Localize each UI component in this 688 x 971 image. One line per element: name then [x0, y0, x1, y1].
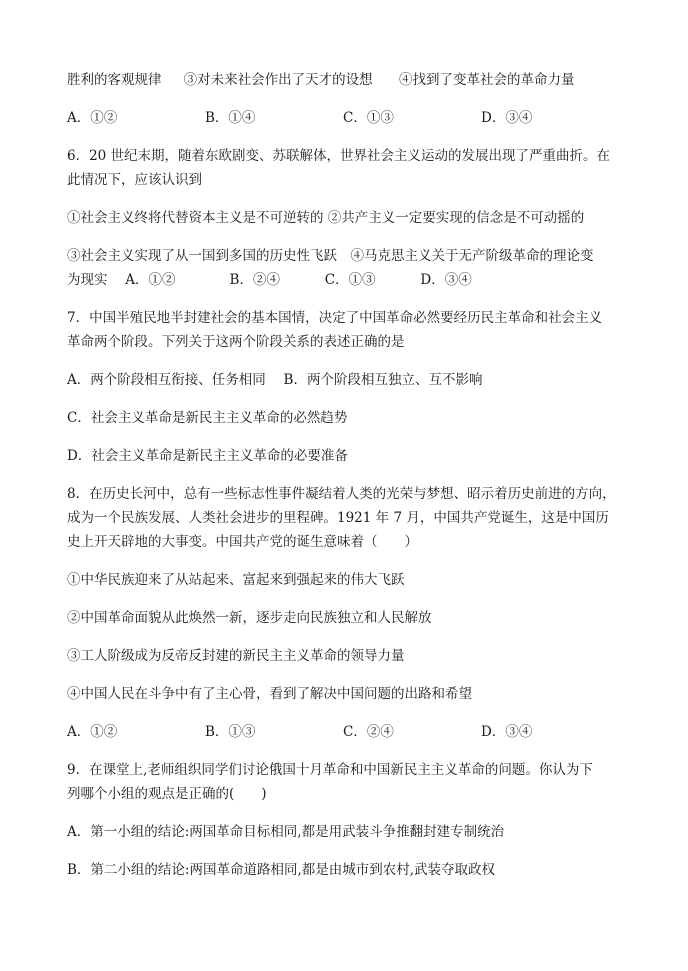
- q5-continuation: 胜利的客观规律 ③对未来社会作出了天才的设想 ④找到了变革社会的革命力量: [67, 72, 575, 88]
- q9-stem-line1: 9．在课堂上,老师组织同学们讨论俄国十月革命和中国新民主主义革命的问题。你认为下: [67, 762, 593, 778]
- q8-item-3: ③工人阶级成为反帝反封建的新民主主义革命的领导力量: [67, 648, 405, 664]
- q8-stem-line3: 史上开天辟地的大事变。中国共产党的诞生意味着（ ）: [67, 534, 418, 550]
- q5-option-d: D．③④: [481, 110, 533, 126]
- q8-stem-line2: 成为一个民族发展、人类社会进步的里程碑。1921 年 7 月，中国共产党诞生，这是中国历: [67, 510, 609, 526]
- q5-option-c: C．①③: [343, 110, 394, 126]
- q8-item-4: ④中国人民在斗争中有了主心骨，看到了解决中国问题的出路和希望: [67, 686, 472, 702]
- q9-option-a: A．第一小组的结论:两国革命目标相同,都是用武装斗争推翻封建专制统治: [67, 824, 505, 840]
- q7-option-d: D．社会主义革命是新民主主义革命的必要准备: [67, 448, 348, 464]
- q7-stem-line2: 革命两个阶段。下列关于这两个阶段关系的表述正确的是: [67, 334, 405, 350]
- q6-item-2: ③社会主义实现了从一国到多国的历史性飞跃 ④马克思主义关于无产阶级革命的理论变: [67, 248, 594, 264]
- q6-item-1: ①社会主义终将代替资本主义是不可逆转的 ②共产主义一定要实现的信念是不可动摇的: [67, 210, 585, 226]
- q9-option-b: B．第二小组的结论:两国革命道路相同,都是由城市到农村,武装夺取政权: [67, 862, 496, 878]
- q7-stem-line1: 7．中国半殖民地半封建社会的基本国情，决定了中国革命必然要经历民主革命和社会主义: [67, 310, 603, 326]
- q6-item-3-options: 为现实 A．①② B．②④ C．①③ D．③④: [67, 272, 472, 288]
- q8-item-2: ②中国革命面貌从此焕然一新，逐步走向民族独立和人民解放: [67, 610, 432, 626]
- q5-options: [67, 108, 532, 128]
- q5-option-a: A．①②: [67, 110, 118, 126]
- q8-options: [67, 722, 532, 742]
- q9-stem-line2: 列哪个小组的观点是正确的( ): [67, 786, 267, 802]
- q6-stem-line1: 6．20 世纪末期，随着东欧剧变、苏联解体，世界社会主义运动的发展出现了严重曲折。在: [67, 148, 611, 164]
- q8-option-d: D．③④: [481, 724, 533, 740]
- q8-option-a: A．①②: [67, 724, 118, 740]
- q5-option-b: B．①④: [205, 110, 256, 126]
- q7-options-ab: A．两个阶段相互衔接、任务相同 B．两个阶段相互独立、互不影响: [67, 372, 483, 388]
- q8-stem-line1: 8．在历史长河中，总有一些标志性事件凝结着人类的光荣与梦想、昭示着历史前进的方向，: [67, 486, 616, 502]
- q8-option-c: C．②④: [343, 724, 394, 740]
- q6-stem-line2: 此情况下，应该认识到: [67, 172, 202, 188]
- q8-item-1: ①中华民族迎来了从站起来、富起来到强起来的伟大飞跃: [67, 572, 405, 588]
- q8-option-b: B．①③: [205, 724, 256, 740]
- q7-option-c: C．社会主义革命是新民主主义革命的必然趋势: [67, 410, 348, 426]
